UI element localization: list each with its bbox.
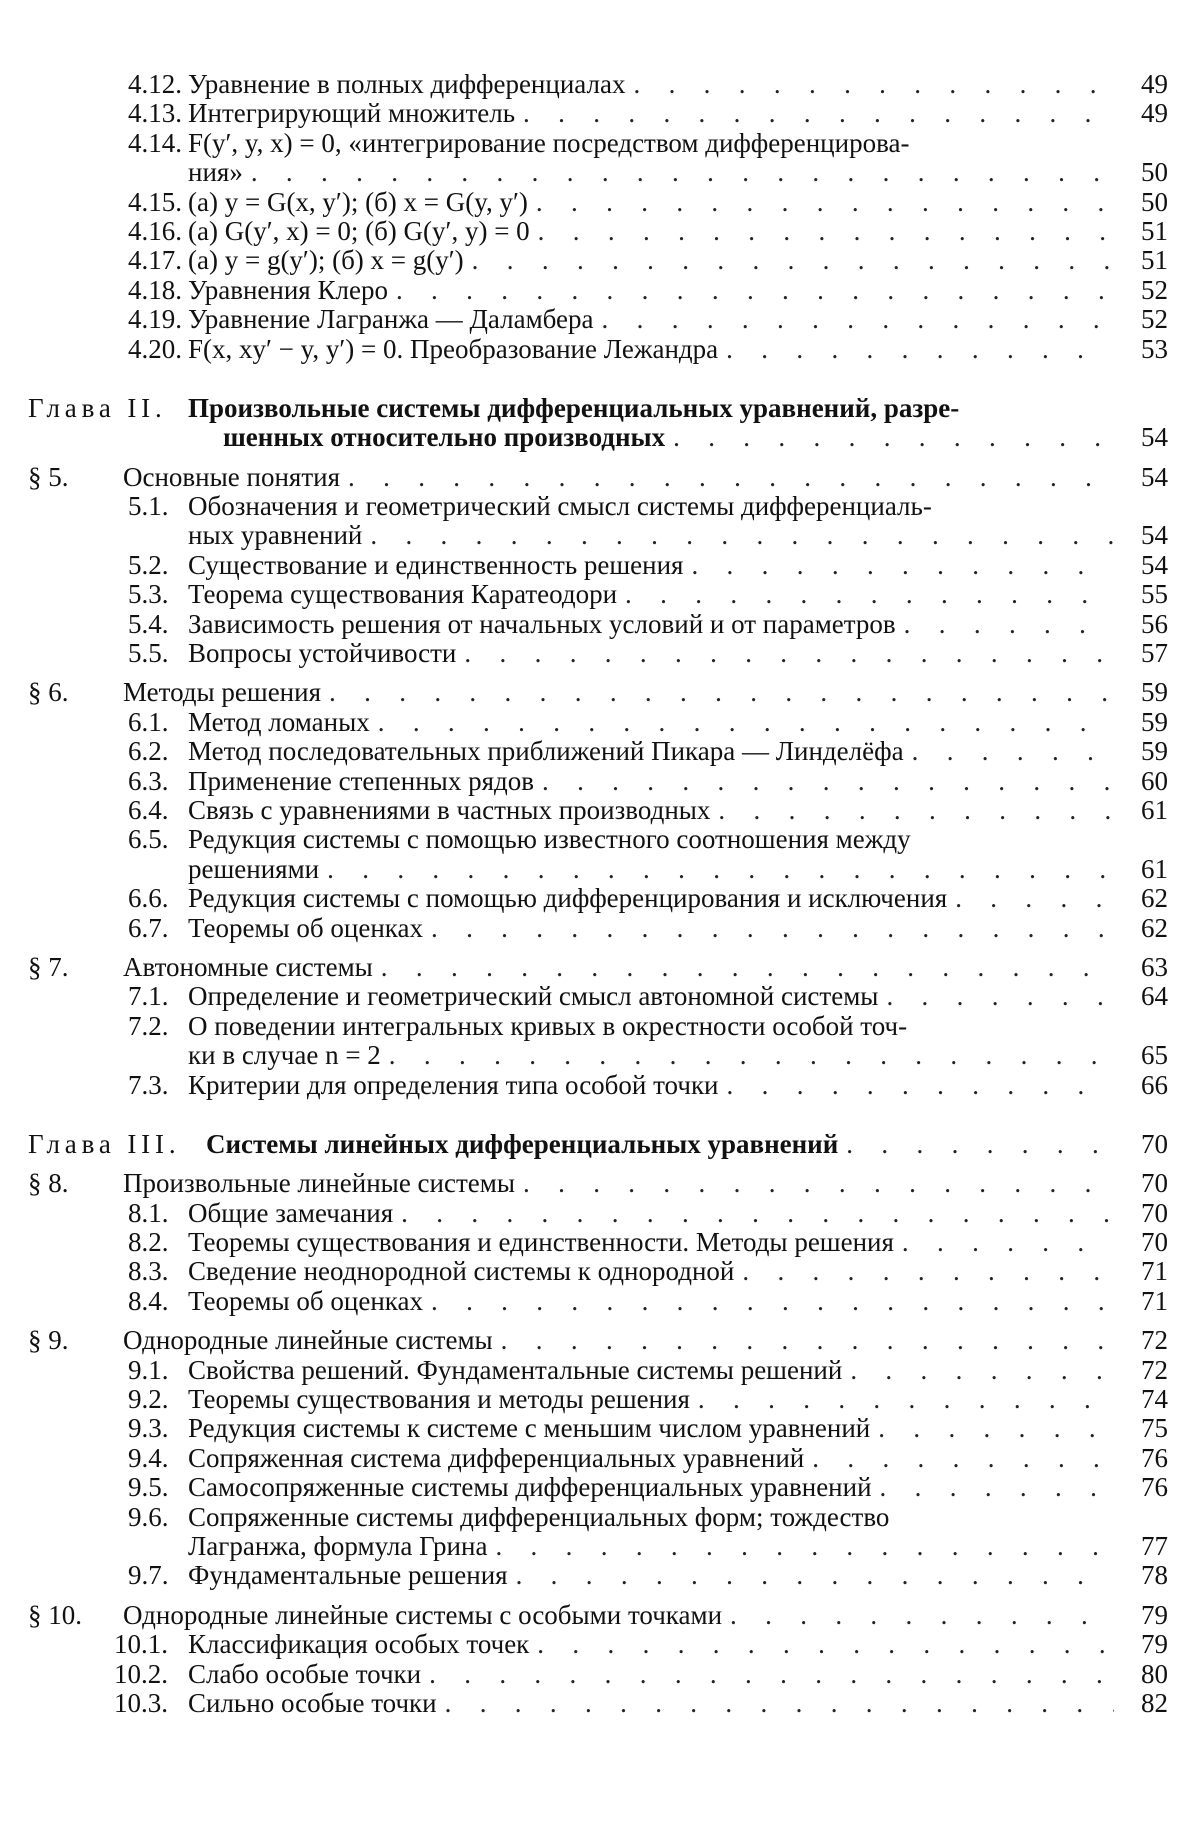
toc-entry-5-5[interactable]: 5.5. Вопросы устойчивости . . . 57: [28, 639, 1168, 668]
page-number: 70: [1122, 1169, 1168, 1198]
toc-entry-10-3[interactable]: 10.3. Сильно особые точки . . . 82: [28, 1689, 1168, 1718]
toc-entry-9-1[interactable]: 9.1. Свойства решений. Фундаментальные системы решений . . . 72: [28, 1356, 1168, 1385]
page-number: 76: [1122, 1444, 1168, 1473]
page-number: 72: [1122, 1356, 1168, 1385]
page-number: 59: [1122, 678, 1168, 707]
page-number: 51: [1122, 246, 1168, 275]
toc-entry-10-2[interactable]: 10.2. Слабо особые точки . . . 80: [28, 1660, 1168, 1689]
toc-entry-5-3[interactable]: 5.3. Теорема существования Каратеодори . . . 55: [28, 580, 1168, 609]
chapter-2-heading[interactable]: Глава II. Произвольные системы дифференциальных уравнений, разре- шенных относительно производных . . . 54: [28, 394, 1168, 453]
section-5[interactable]: § 5. Основные понятия . . . 54: [28, 463, 1168, 492]
page-number: 52: [1122, 276, 1168, 305]
section-5-items: [28, 492, 1168, 668]
page-number: 53: [1122, 335, 1168, 364]
toc-entry-9-3[interactable]: 9.3. Редукция системы к системе с меньшим числом уравнений . . . 75: [28, 1414, 1168, 1443]
page-number: 50: [1122, 188, 1168, 217]
toc-entry-9-7[interactable]: 9.7. Фундаментальные решения . . . 78: [28, 1561, 1168, 1590]
toc-entry-8-3[interactable]: 8.3. Сведение неоднородной системы к однородной . . . 71: [28, 1257, 1168, 1286]
toc-entry-8-2[interactable]: 8.2. Теоремы существования и единственности. Методы решения . . . 70: [28, 1228, 1168, 1257]
toc-entry-4-13[interactable]: 4.13. Интегрирующий множитель . . . 49: [28, 99, 1168, 128]
section-10[interactable]: § 10. Однородные линейные системы с особыми точками . . . 79: [28, 1601, 1168, 1630]
chapter-label: Глава III.: [28, 1130, 181, 1159]
toc-entry-6-5[interactable]: 6.5. Редукция системы с помощью известного соотношения между: [28, 825, 1168, 854]
toc-entry-6-6[interactable]: 6.6. Редукция системы с помощью дифференцирования и исключения . . . 62: [28, 884, 1168, 913]
toc-entry-10-1[interactable]: 10.1. Классификация особых точек . . . 79: [28, 1630, 1168, 1659]
page-number: 54: [1122, 463, 1168, 492]
toc-entry-4-14-cont[interactable]: ния» . . . 50: [28, 158, 1168, 187]
toc-entry-6-2[interactable]: 6.2. Метод последовательных приближений Пикара — Линделёфа . . . 59: [28, 737, 1168, 766]
toc-entry-4-20[interactable]: 4.20. F(x, xy′ − y, y′) = 0. Преобразование Лежандра . . . 53: [28, 335, 1168, 364]
page-number: 60: [1122, 767, 1168, 796]
page-number: 54: [1122, 551, 1168, 580]
toc-entry-6-3[interactable]: 6.3. Применение степенных рядов . . . 60: [28, 767, 1168, 796]
page-number: 54: [1122, 521, 1168, 550]
toc-entry-4-16[interactable]: 4.16. (а) G(y′, x) = 0; (б) G(y′, y) = 0 . . . 51: [28, 217, 1168, 246]
section-7-items: [28, 982, 1168, 1100]
page-number: 63: [1122, 953, 1168, 982]
toc-entry-9-4[interactable]: 9.4. Сопряженная система дифференциальных уравнений . . . 76: [28, 1444, 1168, 1473]
chapter-3-heading[interactable]: Глава III. Системы линейных дифференциальных уравнений . . . 70: [28, 1130, 1168, 1159]
toc-entry-9-2[interactable]: 9.2. Теоремы существования и методы решения . . . 74: [28, 1385, 1168, 1414]
page-number: 51: [1122, 217, 1168, 246]
toc-entry-9-6[interactable]: 9.6. Сопряженные системы дифференциальных форм; тождество: [28, 1503, 1168, 1532]
page-number: 62: [1122, 884, 1168, 913]
toc-entry-5-1-cont[interactable]: ных уравнений . . . 54: [28, 521, 1168, 550]
page-number: 64: [1122, 982, 1168, 1011]
page-number: 76: [1122, 1473, 1168, 1502]
page-number: 50: [1122, 158, 1168, 187]
toc-entry-5-2[interactable]: 5.2. Существование и единственность решения . . . 54: [28, 551, 1168, 580]
page-number: 79: [1122, 1630, 1168, 1659]
page-number: 74: [1122, 1385, 1168, 1414]
section-7[interactable]: § 7. Автономные системы . . . 63: [28, 953, 1168, 982]
page-number: 59: [1122, 737, 1168, 766]
toc-entry-6-4[interactable]: 6.4. Связь с уравнениями в частных производных . . . 61: [28, 796, 1168, 825]
toc-entry-6-7[interactable]: 6.7. Теоремы об оценках . . . 62: [28, 914, 1168, 943]
page-number: 56: [1122, 610, 1168, 639]
section-8[interactable]: § 8. Произвольные линейные системы . . . 70: [28, 1169, 1168, 1198]
section-6[interactable]: § 6. Методы решения . . . 59: [28, 678, 1168, 707]
page-number: 71: [1122, 1257, 1168, 1286]
page-number: 77: [1122, 1532, 1168, 1561]
page-number: 72: [1122, 1326, 1168, 1355]
toc-entry-5-4[interactable]: 5.4. Зависимость решения от начальных условий и от параметров . . . 56: [28, 610, 1168, 639]
toc-entry-4-14[interactable]: 4.14. F(y′, y, x) = 0, «интегрирование посредством дифференцирова-: [28, 129, 1168, 158]
toc-entry-4-15[interactable]: 4.15. (а) y = G(x, y′); (б) x = G(y, y′) . . . 50: [28, 188, 1168, 217]
toc-entry-8-1[interactable]: 8.1. Общие замечания . . . 70: [28, 1199, 1168, 1228]
toc-entry-6-1[interactable]: 6.1. Метод ломаных . . . 59: [28, 708, 1168, 737]
section-10-items: [28, 1630, 1168, 1718]
toc-entry-7-1[interactable]: 7.1. Определение и геометрический смысл автономной системы . . . 64: [28, 982, 1168, 1011]
toc-entry-4-18[interactable]: 4.18. Уравнения Клеро . . . 52: [28, 276, 1168, 305]
toc-entry-9-5[interactable]: 9.5. Самосопряженные системы дифференциальных уравнений . . . 76: [28, 1473, 1168, 1502]
page-number: 70: [1122, 1199, 1168, 1228]
page-number: 49: [1122, 70, 1168, 99]
chapter-label: Глава II.: [28, 394, 167, 423]
page-number: 61: [1122, 796, 1168, 825]
page-number: 57: [1122, 639, 1168, 668]
toc-entry-7-3[interactable]: 7.3. Критерии для определения типа особой точки . . . 66: [28, 1071, 1168, 1100]
table-of-contents: [28, 70, 1168, 1718]
page-number: 70: [1122, 1228, 1168, 1257]
toc-entry-5-1[interactable]: 5.1. Обозначения и геометрический смысл системы дифференциаль-: [28, 492, 1168, 521]
toc-entry-6-5-cont[interactable]: решениями . . . 61: [28, 855, 1168, 884]
page-number: 80: [1122, 1660, 1168, 1689]
section-9[interactable]: § 9. Однородные линейные системы . . . 72: [28, 1326, 1168, 1355]
toc-entry-7-2-cont[interactable]: ки в случае n = 2 . . . 65: [28, 1041, 1168, 1070]
page-number: 75: [1122, 1414, 1168, 1443]
page-number: 65: [1122, 1041, 1168, 1070]
page-number: 62: [1122, 914, 1168, 943]
page-number: 66: [1122, 1071, 1168, 1100]
page-number: 52: [1122, 305, 1168, 334]
toc-entry-4-12[interactable]: 4.12. Уравнение в полных дифференциалах . . . 49: [28, 70, 1168, 99]
toc-entry-9-6-cont[interactable]: Лагранжа, формула Грина . . . 77: [28, 1532, 1168, 1561]
page-number: 54: [1122, 423, 1168, 452]
page-number: 55: [1122, 580, 1168, 609]
page-number: 82: [1122, 1689, 1168, 1718]
toc-page: [0, 0, 1200, 1821]
page-number: 71: [1122, 1287, 1168, 1316]
page-number: 78: [1122, 1561, 1168, 1590]
toc-entry-4-17[interactable]: 4.17. (а) y = g(y′); (б) x = g(y′) . . . 51: [28, 246, 1168, 275]
page-number: 49: [1122, 99, 1168, 128]
toc-group-4: [28, 70, 1168, 364]
toc-entry-4-19[interactable]: 4.19. Уравнение Лагранжа — Даламбера . . . 52: [28, 305, 1168, 334]
toc-entry-7-2[interactable]: 7.2. О поведении интегральных кривых в окрестности особой точ-: [28, 1012, 1168, 1041]
toc-entry-8-4[interactable]: 8.4. Теоремы об оценках . . . 71: [28, 1287, 1168, 1316]
page-number: 70: [1122, 1130, 1168, 1159]
page-number: 79: [1122, 1601, 1168, 1630]
section-8-items: [28, 1199, 1168, 1317]
section-9-items: [28, 1356, 1168, 1591]
page-number: 59: [1122, 708, 1168, 737]
section-6-items: [28, 708, 1168, 943]
page-number: 61: [1122, 855, 1168, 884]
